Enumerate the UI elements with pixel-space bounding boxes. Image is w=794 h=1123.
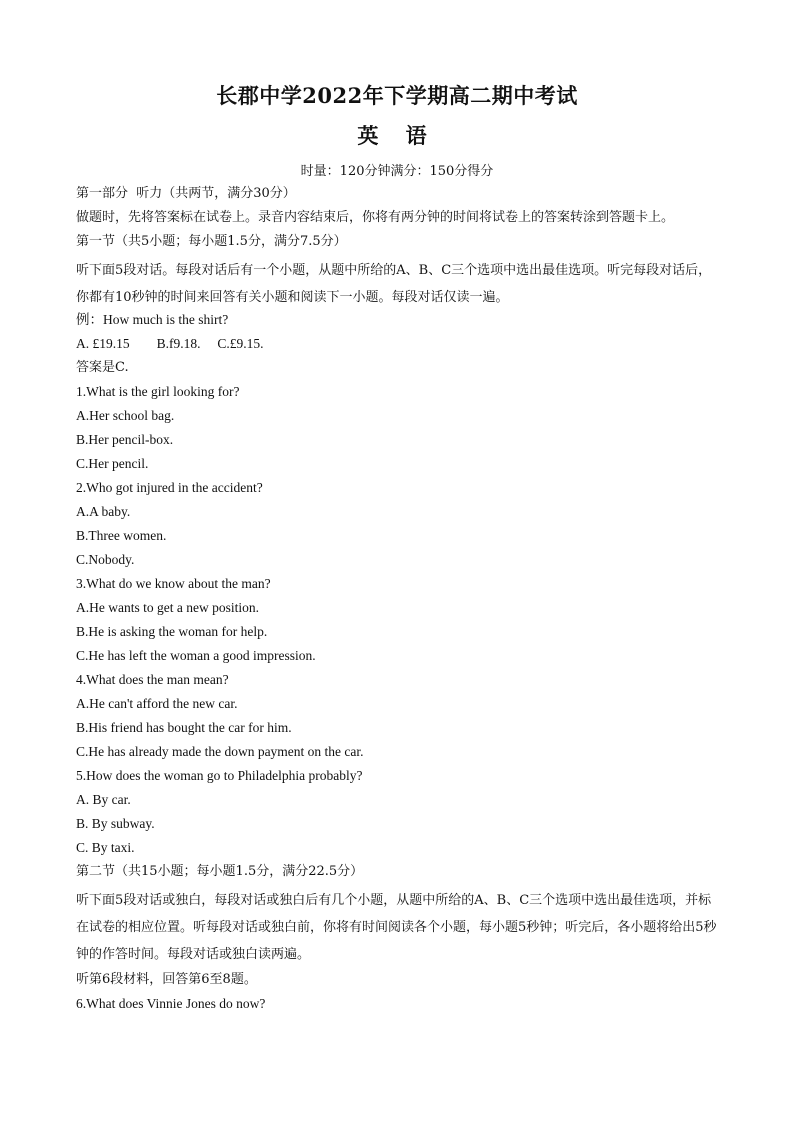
exam-meta: 时量：120分钟满分：150分得分 (300, 164, 494, 179)
section2-heading: 第二节（共15小题；每小题1.5分，满分22.5分） (76, 864, 364, 879)
exam-content (76, 185, 722, 1019)
question-6-text: 6.What does Vinnie Jones do now? (76, 996, 266, 1011)
option-a: A.He can't afford the new car. (76, 696, 238, 711)
option-c: C.Her pencil. (76, 456, 149, 471)
option-a: A. By car. (76, 792, 131, 807)
part1-instruction: 做题时，先将答案标在试卷上。录音内容结束后，你将有两分钟的时间将试卷上的答案转涂到答题卡上。 (76, 210, 675, 225)
example-question: 例：How much is the shirt? (76, 312, 229, 327)
section1-instruction: 听下面5段对话。每段对话后有一个小题，从题中所给的A、B、C三个选项中选出最佳选项。听完每段对话后，你都有10秒钟的时间来回答有关小题和阅读下一小题。每段对话仅读一遍。 (76, 263, 712, 305)
subject-title: 英 语 (357, 123, 437, 148)
part1-heading: 第一部分 听力（共两节，满分30分） (76, 186, 296, 201)
question-2 (76, 479, 722, 575)
option-b: B.His friend has bought the car for him. (76, 720, 292, 735)
question-text: 1.What is the girl looking for? (76, 384, 240, 399)
option-b: B.Three women. (76, 528, 167, 543)
question-1 (76, 383, 722, 479)
example-answer: 答案是C. (76, 360, 129, 375)
option-c: C.He has left the woman a good impression. (76, 648, 316, 663)
option-c: C.He has already made the down payment on the car. (76, 744, 364, 759)
section1-heading: 第一节（共5小题；每小题1.5分，满分7.5分） (76, 234, 347, 249)
option-a: A.Her school bag. (76, 408, 175, 423)
section2-instruction: 听下面5段对话或独白，每段对话或独白后有几个小题，从题中所给的A、B、C三个选项中选出最佳选项，并标在试卷的相应位置。听每段对话或独白前，你将有时间阅读各个小题，每小题5秒钟；听完后，各小题将给出5秒钟的作答时间。每段对话或独白读两遍。 (76, 893, 717, 962)
question-text: 3.What do we know about the man? (76, 576, 271, 591)
question-4 (76, 671, 722, 767)
question-5 (76, 767, 722, 863)
question-text: 5.How does the woman go to Philadelphia probably? (76, 768, 363, 783)
material-6-note: 听第6段材料，回答第6至8题。 (76, 972, 257, 987)
option-b: B. By subway. (76, 816, 155, 831)
question-3 (76, 575, 722, 671)
question-text: 2.Who got injured in the accident? (76, 480, 263, 495)
option-a: A.A baby. (76, 504, 131, 519)
question-text: 4.What does the man mean? (76, 672, 229, 687)
option-c: C.Nobody. (76, 552, 135, 567)
option-a: A.He wants to get a new position. (76, 600, 259, 615)
example-options: A. £19.15 B.f9.18. C.£9.15. (76, 336, 264, 351)
option-b: B.Her pencil-box. (76, 432, 174, 447)
exam-title: 长郡中学2022年下学期高二期中考试 (216, 83, 578, 108)
option-c: C. By taxi. (76, 840, 135, 855)
option-b: B.He is asking the woman for help. (76, 624, 268, 639)
